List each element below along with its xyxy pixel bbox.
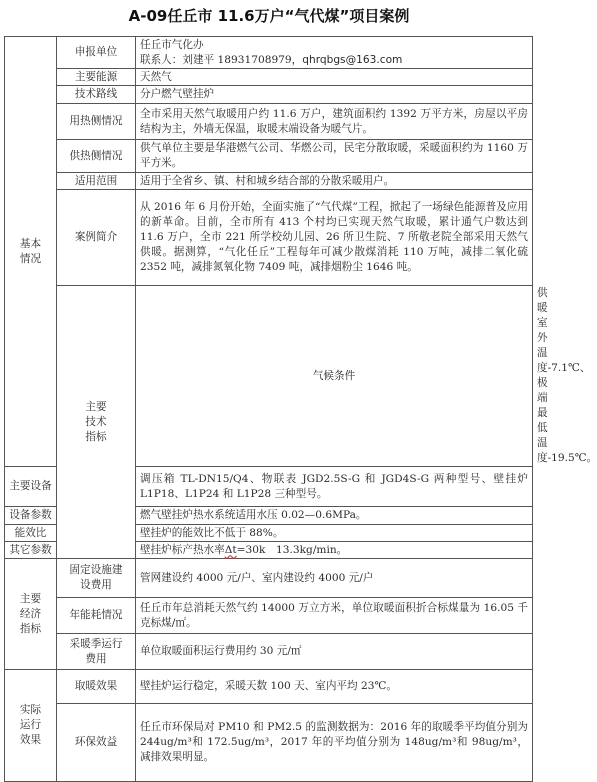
contact-text: 联系人：刘建平 18931708979，: [140, 53, 303, 66]
value-fixed-cost: 管网建设约 4000 元/户、室内建设约 4000 元/户: [136, 559, 533, 598]
label-applicant: 申报单位: [57, 37, 136, 69]
label-other: 其它参数: [5, 542, 57, 559]
other-delta-t: Δt: [224, 543, 237, 556]
row-user-side: [5, 104, 533, 140]
row-env-benefit: [5, 704, 533, 782]
row-energy: [5, 69, 533, 86]
label-user-side: 用热侧情况: [57, 104, 136, 140]
label-env-benefit: 环保效益: [57, 704, 136, 782]
group-operation: 实际 运行 效果: [5, 670, 57, 782]
label-annual-energy: 年能耗情况: [57, 598, 136, 634]
value-applicant: [136, 37, 533, 69]
value-efficiency: 壁挂炉的能效比不低于 88%。: [136, 525, 533, 542]
row-route: [5, 86, 533, 104]
group-basic: 基本 情况: [5, 37, 57, 467]
row-annual-energy: [5, 598, 533, 634]
label-supply-side: 供热侧情况: [57, 140, 136, 173]
value-intro: 从 2016 年 6 月份开始，全面实施了“气代煤”工程，掀起了一场绿色能源普及应用的新革命。目前，全市所有 413 个村均已实现天然气取暖，累计通气户数达到 11.6 万户，全市 221 所学校幼儿园、26 所卫生院、7 所敬老院全部采用天然气供暖。据测算，“气化任丘”工程每年可减少散煤消耗 110 万吨，减排二氧化硫 2352 吨，减排氮氧化物 7409 吨，减排烟粉尘 1646 吨。: [136, 190, 533, 286]
project-case-table: [4, 36, 597, 782]
row-scope: [5, 173, 533, 190]
label-weather: 气候条件: [136, 286, 533, 467]
value-supply-side: 供气单位主要是华港燃气公司、华燃公司，民宅分散取暖，采暖面积约为 1160 万平方米。: [136, 140, 533, 173]
value-user-side: 全市采用天然气取暖用户约 11.6 万户，建筑面积约 1392 万平方米，房屋以平房结构为主，外墙无保温，取暖末端设备为暖气片。: [136, 104, 533, 140]
label-intro: 案例简介: [57, 190, 136, 286]
row-applicant: [5, 37, 533, 69]
value-route: 分户燃气壁挂炉: [136, 86, 533, 104]
row-intro: [5, 190, 533, 286]
group-economic: 主要 经济 指标: [5, 559, 57, 670]
row-supply-side: [5, 140, 533, 173]
label-fixed-cost: 固定设施建设费用: [57, 559, 136, 598]
applicant-contact: [140, 53, 528, 68]
label-equipment: 主要设备: [5, 467, 57, 507]
contact-email: qhrqbgs@163.com: [302, 53, 403, 66]
label-scope: 适用范围: [57, 173, 136, 190]
page-title: A-09任丘市 11.6万户“气代煤”项目案例: [128, 7, 410, 25]
label-season-cost: 采暖季运行费用: [57, 634, 136, 670]
value-params: 燃气壁挂炉热水系统适用水压 0.02—0.6MPa。: [136, 507, 533, 525]
value-scope: 适用于全省乡、镇、村和城乡结合部的分散采暖用户。: [136, 173, 533, 190]
value-env-benefit: 任丘市环保局对 PM10 和 PM2.5 的监测数据为：2016 年的取暖季平均值分别为 244ug/m³和 172.5ug/m³，2017 年的平均值分别为 148ug/m³和 98ug/m³，减排效果明显。: [136, 704, 533, 782]
label-heating-effect: 取暖效果: [57, 670, 136, 704]
row-heating-effect: [5, 670, 533, 704]
value-equipment: 调压箱 TL-DN15/Q4、物联表 JGD2.5S-G 和 JGD4S-G 两种型号、壁挂炉 L1P18、L1P24 和 L1P28 三种型号。: [136, 467, 533, 507]
label-efficiency: 能效比: [5, 525, 57, 542]
row-season-cost: [5, 634, 533, 670]
row-weather: 主要 技术 指标 气候条件 供暖室外温度-7.1℃、极端最低温度-19.5℃。: [5, 286, 533, 467]
value-energy: 天然气: [136, 69, 533, 86]
other-prefix: 壁挂炉标产热水率: [140, 543, 225, 556]
row-fixed-cost: [5, 559, 533, 598]
label-route: 技术路线: [57, 86, 136, 104]
group-technical: 主要 技术 指标: [57, 286, 136, 559]
value-season-cost: 单位取暖面积运行费用约 30 元/㎡: [136, 634, 533, 670]
applicant-org: 任丘市气化办: [140, 38, 204, 51]
value-other: [136, 542, 533, 559]
label-params: 设备参数: [5, 507, 57, 525]
value-annual-energy: 任丘市年总消耗天然气约 14000 万立方米，单位取暖面积折合标煤量为 16.05 千克标煤/㎡。: [136, 598, 533, 634]
other-suffix: =30k 13.3kg/min。: [236, 543, 348, 556]
value-heating-effect: 壁挂炉运行稳定，采暖天数 100 天、室内平均 23℃。: [136, 670, 533, 704]
label-energy: 主要能源: [57, 69, 136, 86]
